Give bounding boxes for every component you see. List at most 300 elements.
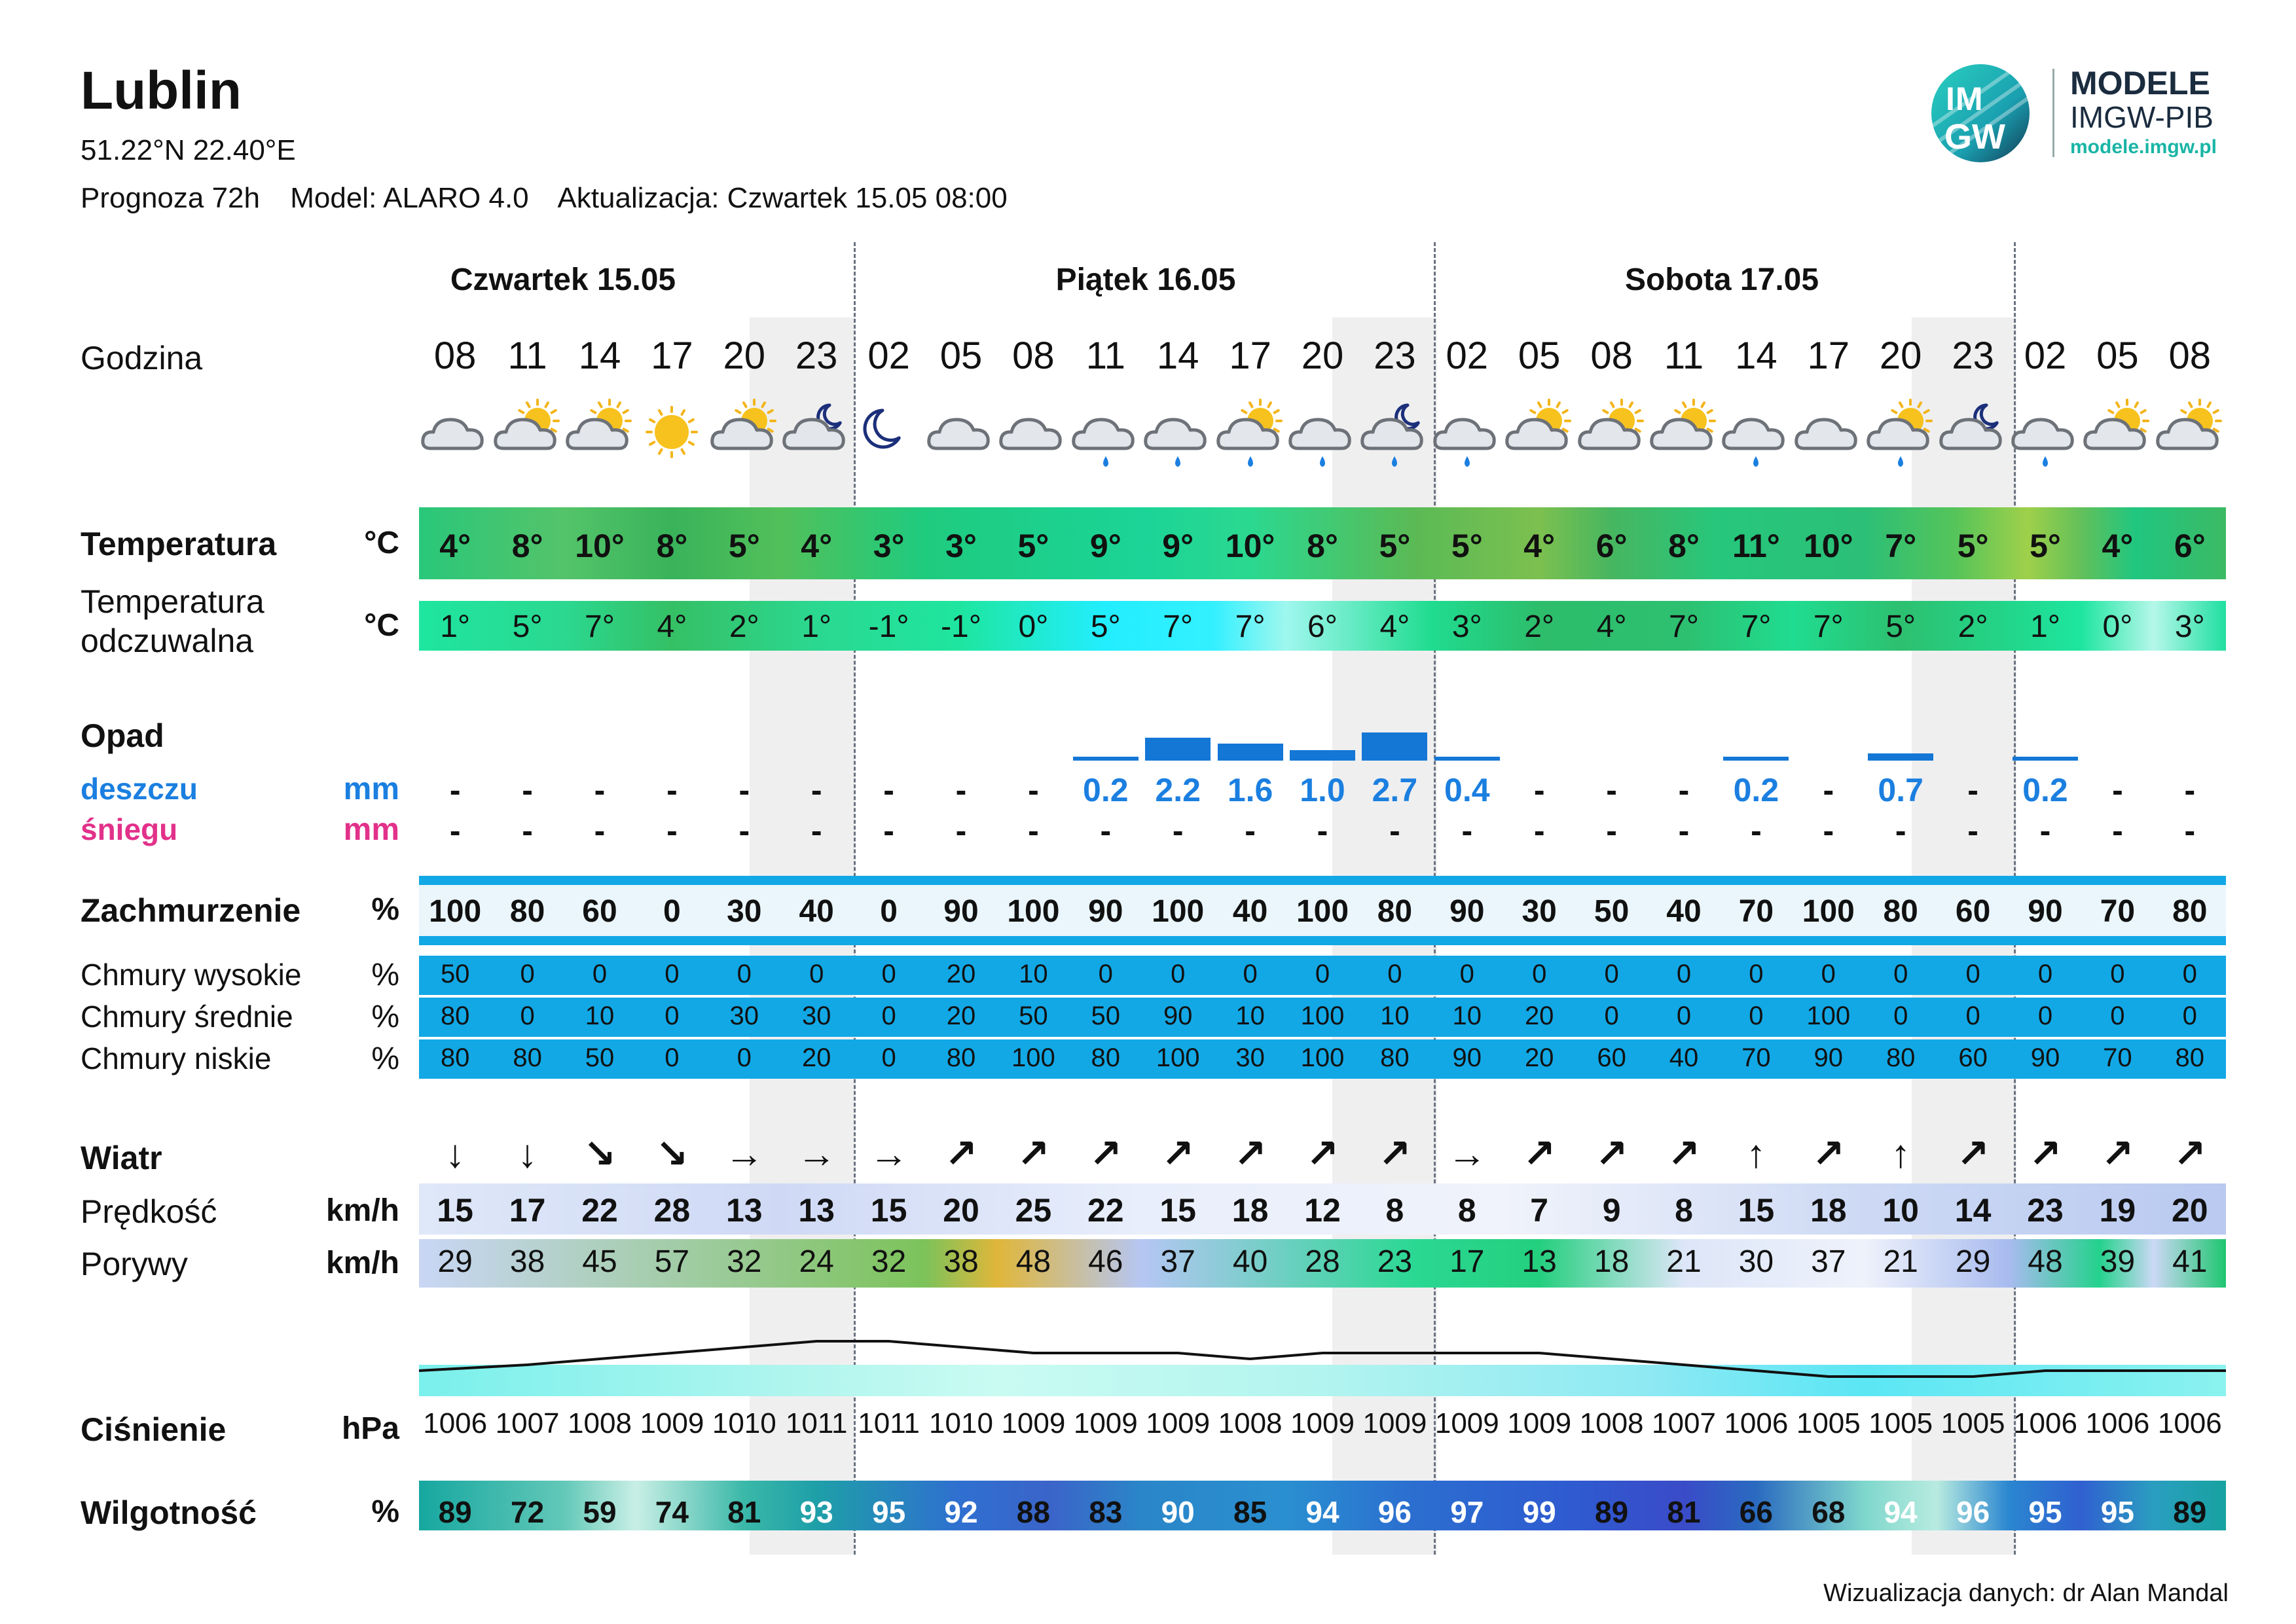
high-cloud-cell: 20	[946, 960, 976, 988]
mid-cloud-cell: 10	[585, 1001, 615, 1030]
low-cloud-cell: 90	[2030, 1043, 2060, 1072]
pressure-cell: 1010	[712, 1407, 776, 1439]
cloud-rain-icon	[2009, 396, 2081, 475]
mid-cloud-cell: 50	[1091, 1001, 1121, 1030]
mid-cloud-cell: 0	[1604, 1001, 1619, 1030]
high-cloud-label: Chmury wysokie	[81, 958, 302, 992]
cloud-rain-icon	[1286, 396, 1358, 475]
cloud-rain-icon	[1431, 396, 1503, 475]
rain-cell: -	[1823, 772, 1834, 808]
humidity-cell: 96	[1377, 1495, 1412, 1529]
pressure-cell: 1009	[1362, 1407, 1427, 1439]
temperature-cell: 5°	[728, 528, 760, 564]
low-cloud-unit: %	[371, 1041, 399, 1076]
cloud-sun-rain-icon	[1214, 396, 1286, 475]
feels-like-cell: 3°	[2174, 609, 2205, 644]
rain-cell: -	[883, 772, 894, 808]
wind-direction-arrow: →	[1447, 1132, 1487, 1176]
mid-cloud-cell: 10	[1235, 1001, 1265, 1030]
rain-bar	[1723, 757, 1789, 761]
mid-cloud-cell: 0	[520, 1001, 535, 1030]
high-cloud-cell: 0	[665, 960, 680, 988]
mid-cloud-cell: 0	[881, 1001, 896, 1030]
hour-cell: 20	[723, 334, 766, 377]
wind-direction-arrow: ↗	[1378, 1132, 1412, 1176]
low-cloud-cell: 80	[440, 1043, 470, 1072]
cloud-sun-icon	[492, 396, 564, 475]
wind-direction-arrow: ↗	[2173, 1132, 2206, 1176]
feels-like-cell: 2°	[1958, 609, 1988, 644]
wind-speed-cell: 15	[1738, 1192, 1775, 1229]
low-cloud-cell: 50	[585, 1043, 615, 1072]
high-cloud-cell: 0	[1459, 960, 1474, 988]
snow-cell: -	[1967, 812, 1978, 849]
rain-cell: -	[666, 772, 678, 808]
rain-cell: -	[1028, 772, 1039, 808]
rain-cell: -	[2184, 772, 2196, 808]
mid-cloud-cell: 30	[729, 1001, 759, 1030]
forecast-meta	[81, 182, 1030, 215]
temperature-label: Temperatura	[81, 526, 277, 562]
wind-direction-arrow: ↘	[583, 1132, 617, 1176]
imgw-logo[interactable]	[1925, 59, 2232, 164]
wind-speed-cell: 18	[1231, 1192, 1269, 1229]
cloud-moon-icon	[1937, 396, 2009, 475]
rain-cell: -	[2112, 772, 2123, 808]
low-cloud-cell: 80	[946, 1043, 976, 1072]
temperature-cell: 5°	[1017, 528, 1049, 564]
mid-cloud-cell: 0	[1893, 1001, 1908, 1030]
wind-gust-cell: 45	[582, 1244, 617, 1279]
wind-direction-arrow: →	[797, 1132, 837, 1176]
wind-gust-cell: 37	[1160, 1244, 1195, 1279]
cloud-cover-cell: 40	[799, 894, 834, 929]
low-cloud-cell: 70	[1741, 1043, 1771, 1072]
cloud-cover-cell: 0	[880, 894, 898, 929]
low-cloud-cell: 80	[1380, 1043, 1410, 1072]
hour-cell: 08	[1012, 334, 1055, 377]
low-cloud-cell: 80	[1091, 1043, 1121, 1072]
low-cloud-cell: 20	[801, 1043, 831, 1072]
precipitation-label: Opad	[81, 717, 164, 754]
wind-direction-arrow: ↘	[655, 1132, 689, 1176]
high-cloud-cell: 50	[440, 960, 470, 988]
mid-cloud-cell: 10	[1380, 1001, 1410, 1030]
logo-url[interactable]: modele.imgw.pl	[2070, 136, 2217, 158]
feels-like-cell: 0°	[1018, 609, 1049, 644]
wind-speed-cell: 22	[1087, 1192, 1124, 1229]
snow-cell: -	[449, 812, 461, 849]
cloud-cover-cell: 80	[2172, 894, 2208, 929]
snow-cell: -	[1317, 812, 1328, 849]
low-cloud-cell: 100	[1011, 1043, 1055, 1072]
humidity-cell: 92	[944, 1495, 978, 1529]
snow-cell: -	[883, 812, 894, 849]
wind-gust-cell: 46	[1088, 1244, 1123, 1279]
wind-speed-cell: 15	[870, 1192, 907, 1229]
temperature-cell: 4°	[439, 528, 471, 564]
humidity-cell: 68	[1812, 1495, 1846, 1529]
snow-cell: -	[1751, 812, 1762, 849]
wind-label: Wiatr	[81, 1140, 162, 1176]
cloud-cover-cell: 30	[1522, 894, 1557, 929]
logo-mark-top: IM	[1946, 81, 1984, 117]
wind-speed-cell: 17	[509, 1192, 546, 1229]
mid-cloud-cell: 100	[1806, 1001, 1851, 1030]
humidity-cell: 72	[511, 1495, 545, 1529]
moon-cloud-icon	[780, 396, 852, 475]
wind-gust-cell: 21	[1666, 1244, 1702, 1279]
cloud-cover-cell: 90	[2028, 894, 2063, 929]
mid-cloud-cell: 0	[1676, 1001, 1692, 1030]
cloud-cover-cell: 90	[943, 894, 979, 929]
cloud-cover-cell: 100	[1802, 894, 1855, 929]
hour-cell: 05	[939, 334, 983, 377]
low-cloud-cell: 90	[1452, 1043, 1482, 1072]
mid-cloud-label: Chmury średnie	[81, 1000, 293, 1034]
high-cloud-cell: 0	[1098, 960, 1113, 988]
pressure-cell: 1006	[1724, 1407, 1789, 1439]
pressure-label: Ciśnienie	[81, 1411, 227, 1448]
hour-cell: 23	[1952, 334, 1994, 377]
high-cloud-cell: 0	[2037, 960, 2053, 988]
cloud-cover-cell: 100	[429, 894, 482, 929]
logo-title: MODELE	[2070, 65, 2210, 101]
hour-cell: 05	[1518, 334, 1561, 377]
sun-cloud-icon	[1503, 396, 1575, 475]
high-cloud-cell: 0	[1965, 960, 1980, 988]
snow-cell: -	[666, 812, 678, 849]
feels-like-cell: 5°	[1886, 609, 1916, 644]
rain-bar	[2013, 757, 2078, 761]
feels-like-cell: 7°	[1813, 609, 1844, 644]
low-cloud-cell: 30	[1235, 1043, 1265, 1072]
cloud-sun-icon	[2154, 396, 2226, 475]
humidity-cell: 83	[1089, 1495, 1123, 1529]
low-cloud-cell: 80	[2175, 1043, 2205, 1072]
wind-speed-cell: 20	[943, 1192, 979, 1229]
wind-gust-cell: 23	[1377, 1244, 1413, 1279]
moon-icon	[853, 396, 925, 475]
high-cloud-cell: 0	[1893, 960, 1908, 988]
temperature-cell: 8°	[656, 528, 688, 564]
humidity-label: Wilgotność	[81, 1494, 257, 1531]
rain-cell: 0.2	[2022, 772, 2068, 808]
rain-bar	[1868, 753, 1933, 761]
high-cloud-cell: 0	[2182, 960, 2197, 988]
temperature-cell: 7°	[1885, 528, 1917, 564]
cloud-cover-cell: 80	[1377, 894, 1413, 929]
pressure-cell: 1007	[495, 1407, 560, 1439]
feels-like-cell: 1°	[440, 609, 471, 644]
feels-like-cell: -1°	[941, 609, 981, 644]
pressure-cell: 1009	[1073, 1407, 1138, 1439]
high-cloud-cell: 0	[520, 960, 535, 988]
credit: Wizualizacja danych: dr Alan Mandal	[1823, 1579, 2229, 1607]
cloud-icon	[925, 396, 997, 475]
temperature-cell: 10°	[575, 528, 625, 564]
snow-cell: -	[1533, 812, 1545, 849]
wind-direction-arrow: →	[724, 1132, 764, 1176]
humidity-cell: 81	[1667, 1495, 1701, 1529]
mid-cloud-cell: 30	[801, 1001, 831, 1030]
temperature-cell: 4°	[2102, 528, 2134, 564]
wind-speed-unit: km/h	[325, 1193, 399, 1228]
wind-speed-cell: 13	[798, 1192, 835, 1229]
high-cloud-cell: 0	[881, 960, 896, 988]
low-cloud-cell: 20	[1524, 1043, 1554, 1072]
snow-cell: -	[1389, 812, 1400, 849]
wind-gust-cell: 30	[1738, 1244, 1774, 1279]
update-time: Aktualizacja: Czwartek 15.05 08:00	[557, 182, 1008, 214]
feels-like-cell: 3°	[1451, 609, 1482, 644]
wind-direction-arrow: ↗	[2028, 1132, 2062, 1176]
cloud-sun-icon	[2081, 396, 2153, 475]
humidity-cell: 96	[1956, 1495, 1990, 1529]
humidity-cell: 74	[655, 1495, 689, 1529]
cloud-sun-rain-icon	[1865, 396, 1937, 475]
wind-gust-cell: 28	[1305, 1244, 1340, 1279]
mid-cloud-cell: 0	[665, 1001, 680, 1030]
wind-direction-arrow: →	[869, 1132, 909, 1176]
rain-bar	[1434, 757, 1500, 761]
coordinates: 51.22°N 22.40°E	[81, 134, 296, 166]
temperature-cell: 4°	[1523, 528, 1556, 564]
pressure-cell: 1010	[929, 1407, 993, 1439]
snow-cell: -	[2039, 812, 2051, 849]
low-cloud-cell: 80	[513, 1043, 542, 1072]
snow-cell: -	[738, 812, 750, 849]
high-cloud-cell: 0	[809, 960, 824, 988]
humidity-cell: 94	[1884, 1495, 1918, 1529]
pressure-cell: 1005	[1868, 1407, 1933, 1439]
temperature-cell: 9°	[1089, 528, 1121, 564]
wind-direction-arrow: ↗	[1812, 1132, 1845, 1176]
temperature-cell: 11°	[1732, 528, 1780, 564]
mid-cloud-cell: 90	[1163, 1001, 1193, 1030]
low-cloud-cell: 90	[1813, 1043, 1844, 1072]
wind-direction-arrow: ↗	[1667, 1132, 1701, 1176]
wind-direction-arrow: ↗	[1017, 1132, 1050, 1176]
rain-bar	[1218, 744, 1283, 761]
feels-like-cell: 1°	[2030, 609, 2060, 644]
sun-cloud-icon	[1648, 396, 1720, 475]
temperature-cell: 4°	[801, 528, 833, 564]
hour-cell: 14	[1735, 334, 1777, 377]
high-cloud-cell: 0	[1171, 960, 1186, 988]
cloud-cover-cell: 80	[509, 894, 545, 929]
rain-cell: 1.0	[1300, 772, 1345, 808]
pressure-cell: 1009	[1001, 1407, 1066, 1439]
feels-like-cell: 2°	[1524, 609, 1555, 644]
low-cloud-cell: 100	[1300, 1043, 1345, 1072]
wind-gust-cell: 38	[943, 1244, 979, 1279]
temperature-cell: 5°	[1451, 528, 1483, 564]
rain-cell: -	[1606, 772, 1617, 808]
rain-cell: -	[522, 772, 533, 808]
wind-speed-label: Prędkość	[81, 1193, 217, 1230]
wind-gust-cell: 21	[1883, 1244, 1918, 1279]
wind-speed-cell: 9	[1602, 1192, 1621, 1229]
wind-speed-cell: 15	[1159, 1192, 1196, 1229]
location-title: Lublin	[81, 61, 242, 120]
cloud-cover-cell: 60	[582, 894, 617, 929]
cloud-icon	[997, 396, 1069, 475]
hour-cell: 23	[795, 334, 838, 377]
wind-speed-cell: 8	[1675, 1192, 1693, 1229]
rain-cell: -	[1678, 772, 1690, 808]
rain-label: deszczu	[81, 772, 198, 806]
snow-label: śniegu	[81, 812, 178, 846]
pressure-cell: 1009	[1434, 1407, 1499, 1439]
cloud-cover-cell: 100	[1152, 894, 1205, 929]
feels-like-cell: 2°	[729, 609, 759, 644]
humidity-cell: 97	[1450, 1495, 1484, 1529]
pressure-unit: hPa	[341, 1411, 399, 1446]
cloud-cover-cell: 40	[1666, 894, 1702, 929]
temperature-cell: 8°	[511, 528, 543, 564]
wind-gust-cell: 57	[654, 1244, 690, 1279]
wind-speed-cell: 13	[725, 1192, 763, 1229]
pressure-cell: 1006	[2157, 1407, 2222, 1439]
cloud-sun-icon	[708, 396, 780, 475]
day-header: Piątek 16.05	[1055, 262, 1236, 297]
feels-like-cell: 0°	[2102, 609, 2133, 644]
wind-gust-cell: 48	[1015, 1244, 1051, 1279]
rain-bar	[1073, 757, 1139, 761]
pressure-cell: 1011	[785, 1407, 848, 1439]
snow-cell: -	[1461, 812, 1473, 849]
snow-cell: -	[1245, 812, 1256, 849]
high-cloud-cell: 0	[737, 960, 752, 988]
feels-like-cell: 7°	[1669, 609, 1699, 644]
wind-gust-cell: 39	[2100, 1244, 2136, 1279]
wind-speed-cell: 8	[1457, 1192, 1476, 1229]
high-cloud-unit: %	[371, 958, 399, 992]
temperature-cell: 6°	[2174, 528, 2206, 564]
high-cloud-cell: 0	[1676, 960, 1692, 988]
feels-like-label-1: Temperatura	[81, 583, 264, 620]
logo-subtitle: IMGW-PIB	[2070, 100, 2214, 134]
feels-like-cell: 7°	[1163, 609, 1194, 644]
low-cloud-cell: 40	[1669, 1043, 1699, 1072]
wind-gust-cell: 37	[1811, 1244, 1846, 1279]
cloud-sun-icon	[1576, 396, 1648, 475]
temperature-cell: 10°	[1803, 528, 1853, 564]
wind-direction-arrow: ↗	[1161, 1132, 1195, 1176]
cloud-cover-cell: 30	[727, 894, 762, 929]
rain-cell: -	[1533, 772, 1545, 808]
snow-cell: -	[1823, 812, 1834, 849]
wind-gust-cell: 13	[1522, 1244, 1557, 1279]
humidity-cell: 95	[872, 1495, 906, 1529]
wind-direction-arrow: ↓	[445, 1132, 465, 1176]
mid-cloud-cell: 0	[1749, 1001, 1764, 1030]
snow-cell: -	[1172, 812, 1184, 849]
imgw-logo-mark	[1931, 64, 2030, 162]
pressure-cell: 1009	[1146, 1407, 1211, 1439]
mid-cloud-cell: 20	[1524, 1001, 1554, 1030]
mid-cloud-cell: 50	[1019, 1001, 1048, 1030]
feels-like-cell: 4°	[1596, 609, 1627, 644]
wind-gust-cell: 41	[2172, 1244, 2208, 1279]
low-cloud-cell: 100	[1156, 1043, 1200, 1072]
rain-cell: -	[449, 772, 461, 808]
pressure-cell: 1005	[1796, 1407, 1861, 1439]
temperature-cell: 8°	[1307, 528, 1338, 564]
snow-cell: -	[1678, 812, 1690, 849]
cloud-cover-cell: 70	[2100, 894, 2136, 929]
feels-like-cell: 5°	[1090, 609, 1121, 644]
high-cloud-cell: 0	[592, 960, 608, 988]
cloud-cover-cell: 40	[1232, 894, 1268, 929]
hour-cell: 08	[433, 334, 477, 377]
humidity-cell: 89	[1595, 1495, 1629, 1529]
rain-cell: 0.7	[1878, 772, 1923, 808]
temperature-cell: 5°	[2030, 528, 2061, 564]
low-cloud-cell: 0	[881, 1043, 896, 1072]
feels-like-cell: 1°	[801, 609, 832, 644]
hour-label: Godzina	[81, 340, 203, 376]
wind-speed-cell: 22	[581, 1192, 618, 1229]
mid-cloud-cell: 100	[1300, 1001, 1345, 1030]
wind-direction-arrow: ↗	[1523, 1132, 1556, 1176]
cloud-cover-label: Zachmurzenie	[81, 892, 301, 929]
wind-direction-arrow: ↗	[1305, 1132, 1339, 1176]
hour-cell: 11	[507, 334, 547, 377]
hour-cell: 17	[1229, 334, 1271, 377]
rain-bar	[1290, 750, 1355, 761]
low-cloud-cell: 70	[2103, 1043, 2132, 1072]
cloud-cover-cell: 60	[1955, 894, 1991, 929]
high-cloud-cell: 0	[1749, 960, 1764, 988]
humidity-cell: 88	[1016, 1495, 1050, 1529]
high-cloud-cell: 0	[2110, 960, 2125, 988]
high-cloud-cell: 0	[1243, 960, 1258, 988]
humidity-cell: 95	[2100, 1495, 2134, 1529]
temperature-cell: 3°	[873, 528, 905, 564]
day-header: Czwartek 15.05	[450, 262, 676, 297]
wind-direction-arrow: ↗	[1956, 1132, 1990, 1176]
hour-cell: 17	[651, 334, 693, 377]
hour-cell: 08	[2168, 334, 2212, 377]
feels-like-unit: °C	[364, 608, 399, 643]
wind-direction-arrow: ↗	[1089, 1132, 1122, 1176]
wind-direction-arrow: ↗	[2101, 1132, 2134, 1176]
mid-cloud-cell: 0	[2182, 1001, 2197, 1030]
humidity-cell: 89	[438, 1495, 472, 1529]
cloud-sun-icon	[564, 396, 636, 475]
hour-cell: 05	[2096, 334, 2139, 377]
snow-cell: -	[1606, 812, 1617, 849]
hour-cell: 14	[1156, 334, 1199, 377]
hour-cell: 11	[1664, 334, 1704, 377]
high-cloud-cell: 0	[1821, 960, 1836, 988]
wind-speed-cell: 12	[1304, 1192, 1341, 1229]
rain-cell: -	[738, 772, 750, 808]
cloud-cover-cell: 80	[1883, 894, 1918, 929]
sun-icon	[636, 396, 708, 475]
temperature-cell: 10°	[1225, 528, 1275, 564]
temperature-cell: 5°	[1957, 528, 1989, 564]
high-cloud-cell: 0	[1315, 960, 1330, 988]
wind-speed-cell: 14	[1954, 1192, 1992, 1229]
cloud-icon	[419, 396, 491, 475]
wind-gust-cell: 24	[799, 1244, 834, 1279]
feels-like-cell: 7°	[585, 609, 615, 644]
temperature-cell: 9°	[1162, 528, 1194, 564]
mid-cloud-cell: 0	[1965, 1001, 1980, 1030]
